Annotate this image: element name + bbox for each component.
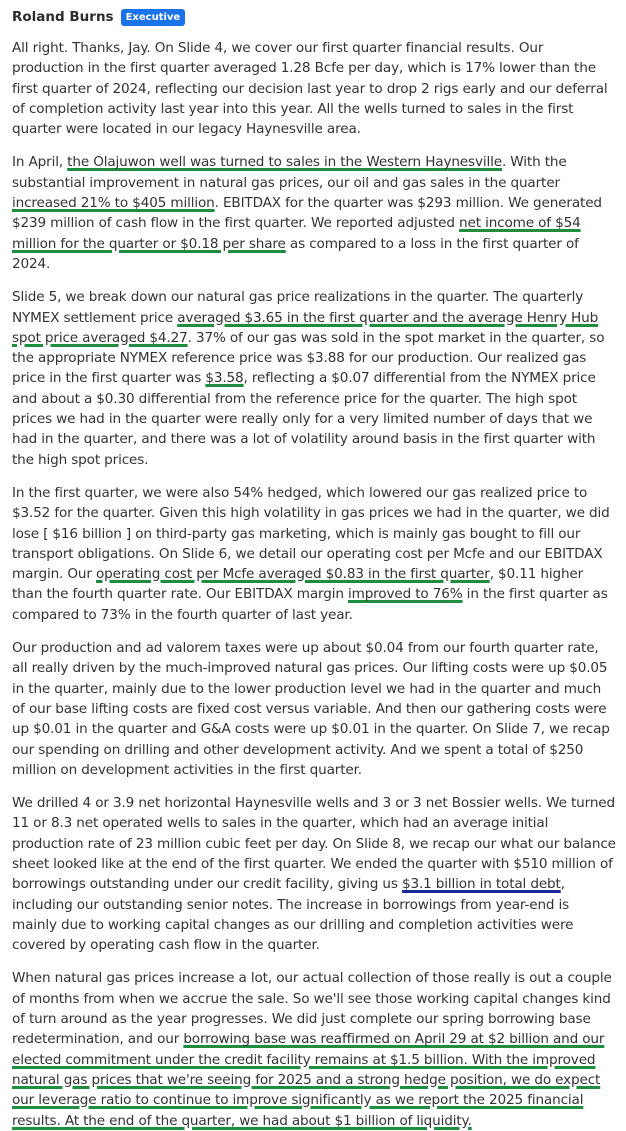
highlighted-text: borrowing base was reaffirmed on April 29 at $2 billion and our elected commitment under the credit facility remains at $1.5 billion. With the improved natural gas prices that we're seeing for 2025 and a strong hedge position, we do expect our leverage ratio to continue to improve significantly as we report the 2025 financial results. At the end of the quarter, we had about $1 billion of liquidity.	[12, 1031, 605, 1129]
text-segment: as compared to a loss in the first quarter of 2024.	[12, 235, 579, 272]
text-segment: When natural gas prices increase a lot, our actual collection of those really is out a couple of months from when we accrue the sale. So we'll see those working capital changes kind of turn around as the year progresses. We did just complete our spring borrowing base redetermination, and our	[12, 970, 612, 1048]
transcript-paragraph	[12, 968, 616, 1130]
highlighted-text: $3.58	[205, 370, 244, 387]
highlighted-text: increased 21% to $405 million	[12, 195, 215, 212]
text-segment: , $0.11 higher than the fourth quarter rate. Our EBITDAX margin	[12, 566, 584, 603]
highlighted-text: $3.1 billion in total debt	[401, 876, 561, 893]
transcript-paragraph	[12, 638, 616, 780]
highlighted-text: averaged $3.65 in the first quarter and the average Henry Hub spot price averaged $4.27	[12, 309, 599, 346]
highlighted-text: net income of $54 million for the quarter or $0.18 per share	[12, 215, 581, 252]
text-segment: in the first quarter as compared to 73% in the fourth quarter of last year.	[12, 586, 608, 623]
role-badge: Executive	[121, 9, 186, 26]
text-segment: Our production and ad valorem taxes were up about $0.04 from our fourth quarter rate, all really driven by the much-improved natural gas prices. Our lifting costs were up $0.05 in the quarter, mainly due to the lower production level we had in the quarter and much of our base lifting costs are fixed cost versus variable. And then our gathering costs were up $0.01 in the quarter and G&A costs were up $0.01 in the quarter. On Slide 7, we recap our spending on drilling and other development activity. And we spent a total of $250 million on development activities in the first quarter.	[12, 640, 610, 778]
text-segment: , including our outstanding senior notes. The increase in borrowings from year-end is mainly due to working capital changes as our drilling and completion activities were covered by operating cash flow in the quarter.	[12, 876, 574, 954]
speaker-name: Roland Burns	[12, 9, 114, 25]
transcript-paragraph	[12, 483, 616, 625]
text-segment: In April,	[12, 154, 68, 171]
text-segment: . With the substantial improvement in natural gas prices, our oil and gas sales in the quarter	[12, 154, 567, 191]
text-segment: All right. Thanks, Jay. On Slide 4, we cover our first quarter financial results. Our production in the first quarter averaged 1.28 Bcfe per day, which is 17% lower than the first quarter of 2024, reflecting our decision last year to drop 2 rigs early and our deferral of completion activity last year into this year. All the wells turned to sales in the first quarter were located in our legacy Haynesville area.	[12, 40, 608, 138]
text-segment: In the first quarter, we were also 54% hedged, which lowered our gas realized price to $3.52 for the quarter. Given this high volatility in gas prices we had in the quarter, we did lose [ $16 billion ] on third-party gas marketing, which is mainly gas bought to fill our transport obligations. On Slide 6, we detail our operating cost per Mcfe and our EBITDAX margin. Our	[12, 484, 610, 583]
transcript-paragraph	[12, 38, 616, 139]
speaker-header	[12, 6, 616, 28]
highlighted-text: the Olajuwon well was turned to sales in the Western Haynesville	[67, 154, 502, 171]
text-segment: . EBITDAX for the quarter was $293 million. We generated $239 million of cash flow in the first quarter. We reported adjusted	[12, 195, 602, 232]
text-segment: . 37% of our gas was sold in the spot market in the quarter, so the appropriate NYMEX reference price was $3.88 for our production. Our realized gas price in the first quarter was	[12, 329, 605, 387]
text-segment: , reflecting a $0.07 differential from the NYMEX price and about a $0.30 differential from the reference price for the quarter. The high spot prices we had in the quarter were really only for a very limited number of days that we had in the quarter, and there was a lot of volatility around basis in the first quarter with the high spot prices.	[12, 370, 596, 468]
highlighted-text: operating cost per Mcfe averaged $0.83 in the first quarter	[96, 566, 490, 583]
transcript-paragraph	[12, 152, 616, 274]
text-segment: Slide 5, we break down our natural gas price realizations in the quarter. The quarterly NYMEX settlement price	[12, 289, 584, 326]
highlighted-text: improved to 76%	[347, 586, 463, 603]
transcript-paragraph	[12, 287, 616, 470]
transcript-paragraph	[12, 793, 616, 955]
text-segment: We drilled 4 or 3.9 net horizontal Haynesville wells and 3 or 3 net Bossier wells. We turned 11 or 8.3 net operated wells to sales in the quarter, which had an average initial production rate of 23 million cubic feet per day. On Slide 8, we recap our what our balance sheet looked like at the end of the first quarter. We ended the quarter with $510 million of borrowings outstanding under our credit facility, giving us	[12, 795, 616, 893]
